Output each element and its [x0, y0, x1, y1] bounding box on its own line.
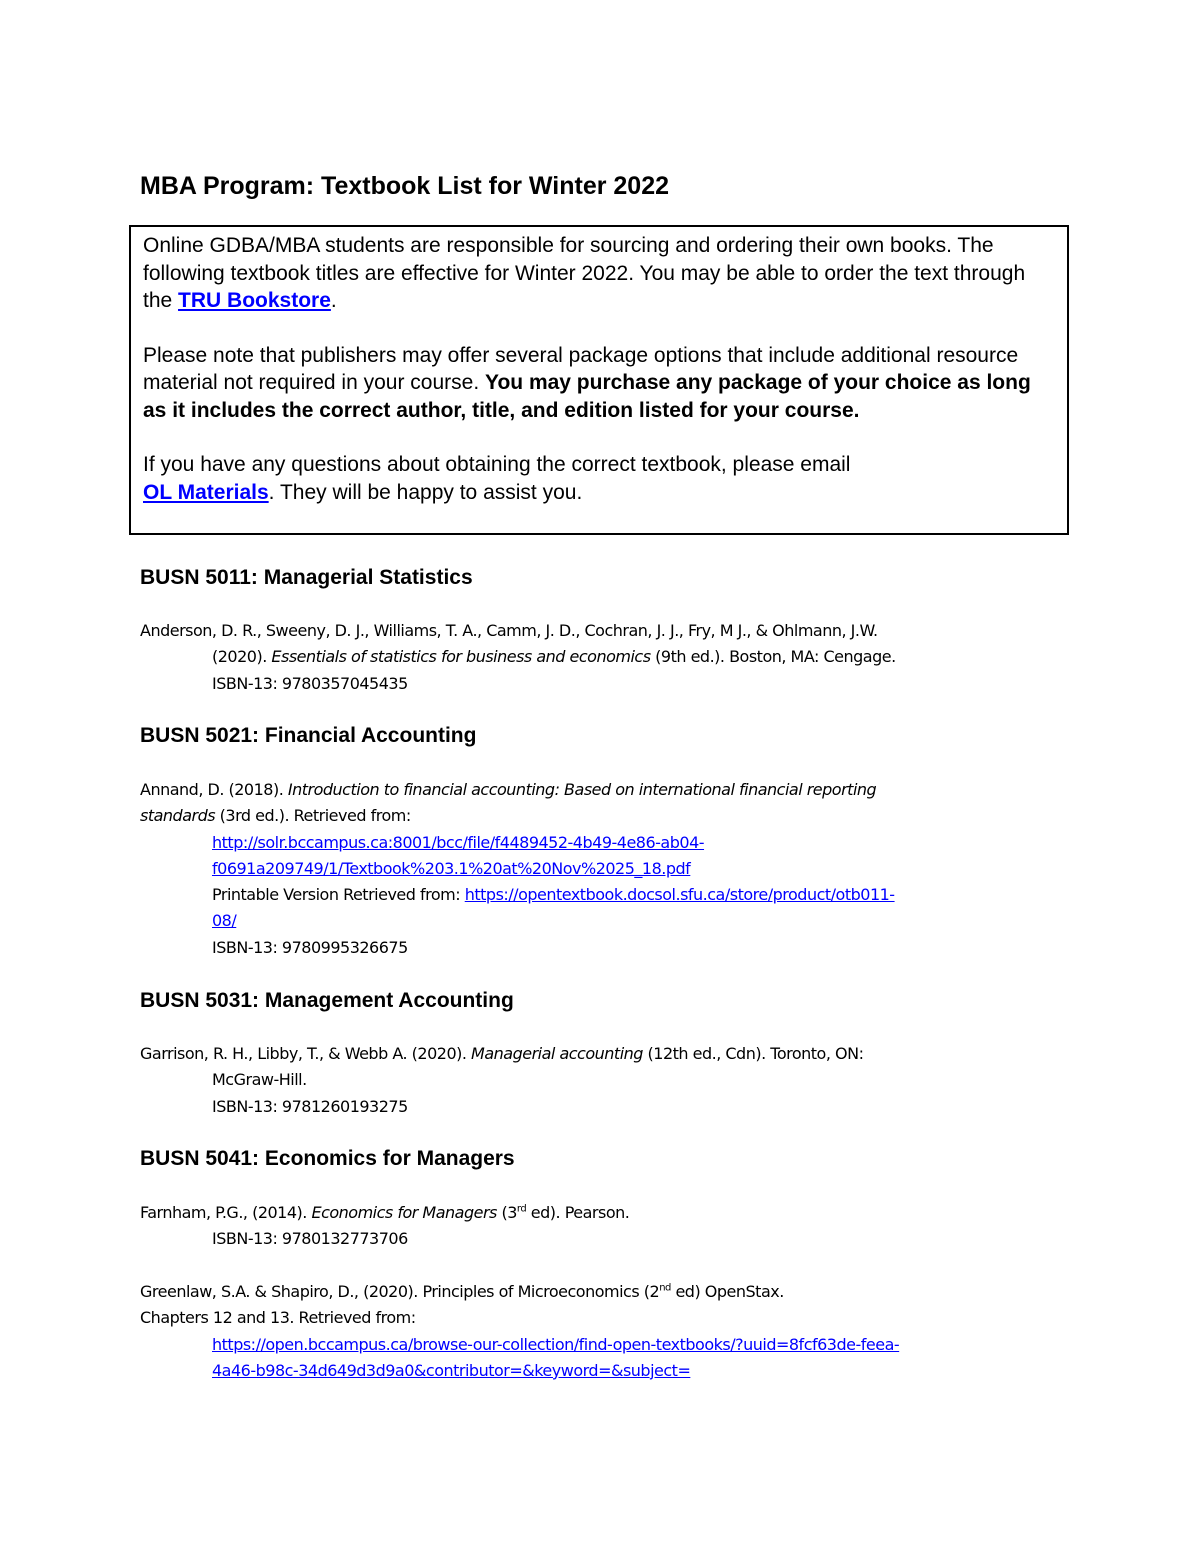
isbn: ISBN-13: 9780995326675 [212, 937, 408, 957]
book-title: Economics for Managers [311, 1203, 497, 1222]
notice-paragraph-2 [143, 342, 1055, 425]
printable-version-link[interactable]: https://opentextbook.docsol.sfu.ca/store/product/otb011- [464, 885, 895, 905]
notice-bold-text: You may purchase any package of your choice as long as it includes the correct author, title, and edition listed for your course. [143, 371, 1031, 422]
reference-busn5011 [140, 618, 1040, 697]
notice-text: . [330, 289, 337, 312]
reference-line: McGraw-Hill. [212, 1070, 307, 1090]
reference-line [140, 1279, 1040, 1305]
openstax-url-link[interactable]: https://open.bccampus.ca/browse-our-collection/find-open-textbooks/?uuid=8fcf63de-feea- [212, 1334, 900, 1354]
course-heading-busn5041: BUSN 5041: Economics for Managers [140, 1147, 515, 1170]
notice-text: Online GDBA/MBA students are responsible for sourcing and ordering their own books. The following textbook titles are effective for Winter 2022. You may be able to order the text through the [143, 234, 1026, 312]
reference-text: (9th ed.). Boston, MA: Cengage. [650, 647, 896, 667]
notice-text: . They will be happy to assist you. [268, 480, 583, 504]
reference-text: ed) OpenStax. [670, 1282, 784, 1301]
reference-line: Chapters 12 and 13. Retrieved from: [140, 1308, 416, 1328]
reference-line [140, 1041, 1040, 1067]
reference-text: Printable Version Retrieved from: [212, 885, 465, 905]
book-title: Essentials of statistics for business and economics [271, 647, 651, 667]
reference-text: Greenlaw, S.A. & Shapiro, D., (2020). Principles of Microeconomics (2 [140, 1282, 660, 1301]
isbn: ISBN-13: 9781260193275 [212, 1096, 408, 1116]
reference-text: (2020). [212, 647, 272, 667]
ol-materials-link[interactable]: OL Materials [143, 480, 269, 504]
tru-bookstore-link[interactable]: TRU Bookstore [178, 289, 331, 312]
notice-paragraph-3 [143, 451, 1055, 506]
reference-text: ed). Pearson. [526, 1203, 630, 1222]
book-title: Managerial accounting [471, 1044, 643, 1063]
notice-box [129, 225, 1069, 535]
reference-line: Anderson, D. R., Sweeny, D. J., Williams, T. A., Camm, J. D., Cochran, J. J., Fry, M J., & Ohlmann, J.W. [140, 621, 878, 640]
reference-text: (12th ed., Cdn). Toronto, ON: [642, 1044, 864, 1063]
reference-busn5021 [140, 777, 1040, 961]
book-title: standards [140, 806, 216, 826]
reference-line [140, 803, 1040, 829]
reference-busn5041-farnham [140, 1200, 1040, 1253]
course-heading-busn5021: BUSN 5021: Financial Accounting [140, 724, 477, 747]
page-title: MBA Program: Textbook List for Winter 2022 [140, 172, 670, 200]
textbook-url-link[interactable]: f0691a209749/1/Textbook%203.1%20at%20Nov%2025_18.pdf [212, 858, 691, 878]
notice-text: If you have any questions about obtaining the correct textbook, please email [143, 453, 851, 476]
book-title: Introduction to financial accounting: Based on international financial reporting [287, 780, 877, 799]
reference-text: Annand, D. (2018). [140, 780, 288, 799]
reference-text: Garrison, R. H., Libby, T., & Webb A. (2020). [140, 1044, 472, 1063]
reference-line [140, 644, 1040, 670]
course-heading-busn5011: BUSN 5011: Managerial Statistics [140, 566, 473, 589]
reference-line [140, 1200, 1040, 1226]
notice-text: Please note that publishers may offer several package options that include additional resource material not required in your course. [143, 343, 1019, 394]
reference-line [140, 882, 1040, 908]
superscript: nd [659, 1282, 671, 1294]
isbn: ISBN-13: 9780132773706 [212, 1229, 408, 1249]
printable-version-link[interactable]: 08/ [212, 911, 237, 931]
reference-text: (3rd ed.). Retrieved from: [215, 806, 411, 826]
superscript: rd [516, 1203, 527, 1215]
reference-text: (3 [496, 1203, 517, 1222]
openstax-url-link[interactable]: 4a46-b98c-34d649d3d9a0&contributor=&keyword=&subject= [212, 1360, 691, 1380]
isbn: ISBN-13: 9780357045435 [212, 673, 408, 693]
reference-busn5031 [140, 1041, 1040, 1120]
course-heading-busn5031: BUSN 5031: Management Accounting [140, 989, 514, 1012]
reference-text: Farnham, P.G., (2014). [140, 1203, 312, 1222]
reference-line [140, 777, 1040, 803]
textbook-url-link[interactable]: http://solr.bccampus.ca:8001/bcc/file/f4489452-4b49-4e86-ab04- [212, 832, 705, 852]
notice-paragraph-1 [143, 232, 1055, 315]
reference-busn5041-greenlaw [140, 1279, 1040, 1384]
